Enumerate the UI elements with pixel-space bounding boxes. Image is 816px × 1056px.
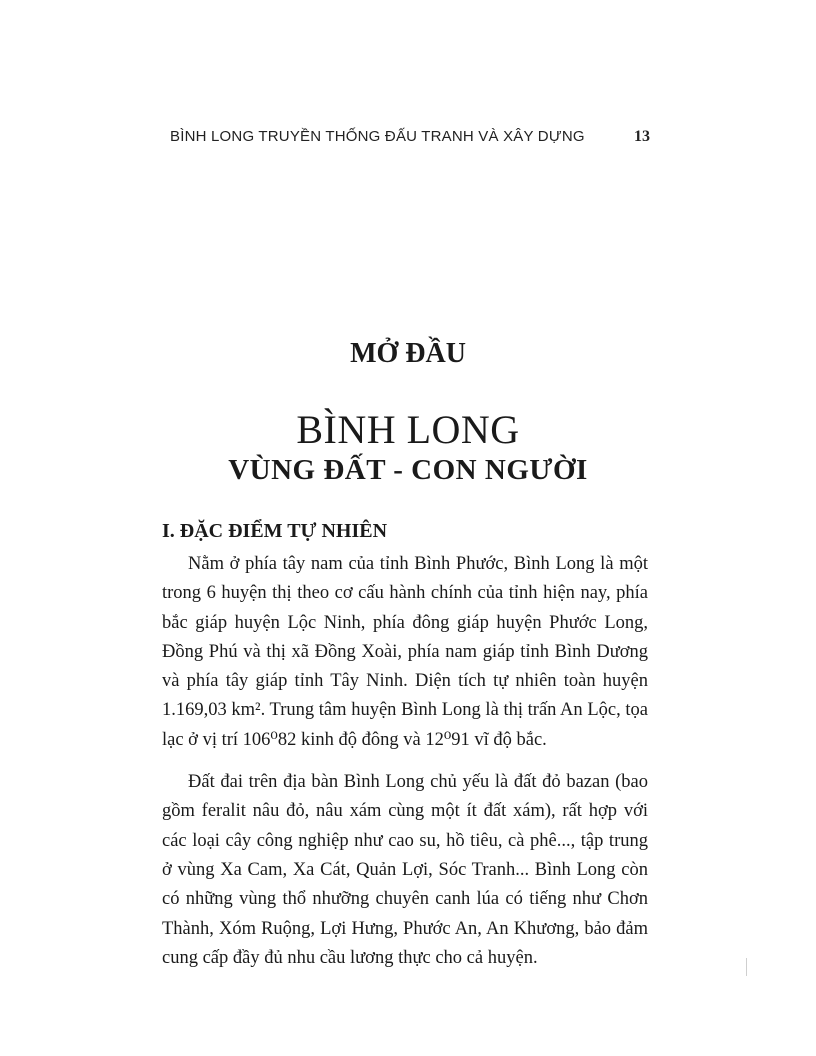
running-title: BÌNH LONG TRUYỀN THỐNG ĐẤU TRANH VÀ XÂY DỰNG: [170, 128, 585, 145]
paragraph: Nằm ở phía tây nam của tỉnh Bình Phước, Bình Long là một trong 6 huyện thị theo cơ cấu hành chính của tỉnh hiện nay, phía bắc giáp huyện Lộc Ninh, phía đông giáp huyện Phước Long, Đồng Phú và thị xã Đồng Xoài, phía nam giáp tỉnh Bình Dương và phía tây giáp tỉnh Tây Ninh. Diện tích tự nhiên toàn huyện 1.169,03 km². Trung tâm huyện Bình Long là thị trấn An Lộc, tọa lạc ở vị trí 106⁰82 kinh độ đông và 12⁰91 vĩ độ bắc.: [162, 554, 648, 750]
page-number: 13: [634, 128, 650, 145]
scan-edge-mark: [746, 958, 747, 976]
part-title: MỞ ĐẦU: [350, 338, 466, 369]
running-header: [170, 128, 650, 146]
section-heading: I. ĐẶC ĐIỂM TỰ NHIÊN: [162, 520, 388, 542]
chapter-title: BÌNH LONG: [296, 407, 520, 452]
chapter-subtitle: VÙNG ĐẤT - CON NGƯỜI: [228, 454, 588, 486]
body-text: [162, 550, 648, 986]
paragraph: Đất đai trên địa bàn Bình Long chủ yếu là đất đỏ bazan (bao gồm feralit nâu đỏ, nâu xám cùng một ít đất xám), rất hợp với các loại cây công nghiệp như cao su, hồ tiêu, cà phê..., tập trung ở vùng Xa Cam, Xa Cát, Quản Lợi, Sóc Tranh... Bình Long còn có những vùng thổ nhưỡng chuyên canh lúa có tiếng như Chơn Thành, Xóm Ruộng, Lợi Hưng, Phước An, An Khương, bảo đảm cung cấp đầy đủ nhu cầu lương thực cho cả huyện.: [162, 772, 648, 968]
